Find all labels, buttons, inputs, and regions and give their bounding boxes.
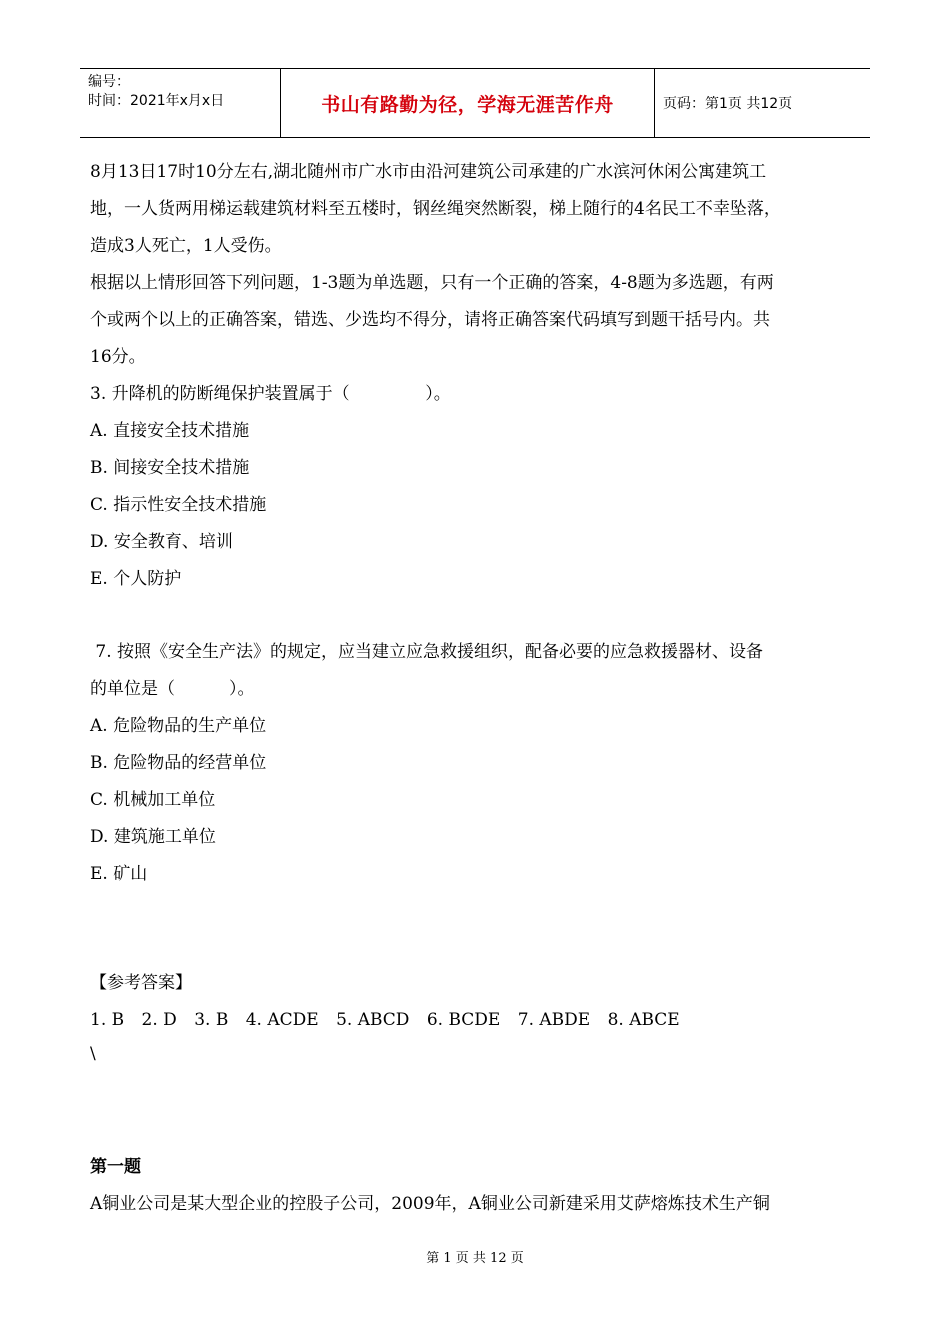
question-3-option-c: C. 指示性安全技术措施 <box>90 495 267 515</box>
page-footer: 第 1 页 共 12 页 <box>426 1251 524 1266</box>
question-7-option-b: B. 危险物品的经营单位 <box>90 753 267 773</box>
question-3-option-a: A. 直接安全技术措施 <box>90 421 250 441</box>
spacer <box>90 598 865 634</box>
question-7-option-a: A. 危险物品的生产单位 <box>90 716 267 736</box>
answer-item: 7. ABDE <box>517 1010 591 1030</box>
scenario-line: 造成3人死亡，1人受伤。 <box>90 236 282 256</box>
answers-list <box>90 1002 865 1039</box>
answer-item: 5. ABCD <box>336 1010 410 1030</box>
question-7-option-c: C. 机械加工单位 <box>90 790 216 810</box>
motto: 书山有路勤为径，学海无涯苦作舟 <box>281 69 655 137</box>
answer-item: 4. ACDE <box>245 1010 319 1030</box>
question-7-option-d: D. 建筑施工单位 <box>90 827 216 847</box>
spacer <box>90 1069 865 1149</box>
section-text: A铜业公司是某大型企业的控股子公司，2009年，A铜业公司新建采用艾萨熔炼技术生产铜 <box>90 1194 770 1214</box>
answer-item: 2. D <box>141 1010 177 1030</box>
question-7-stem: 7. 按照《安全生产法》的规定，应当建立应急救援组织，配备必要的应急救援器材、设备 <box>90 642 764 662</box>
question-7-option-e: E. 矿山 <box>90 864 148 884</box>
answer-item: 8. ABCE <box>607 1010 680 1030</box>
time-label: 时间：2021年x月x日 <box>88 93 225 109</box>
question-7-stem: 的单位是（ ）。 <box>90 679 255 699</box>
question-3-option-b: B. 间接安全技术措施 <box>90 458 250 478</box>
scenario-line: 8月13日17时10分左右,湖北随州市广水市由沿河建筑公司承建的广水滨河休闲公寓建筑工 <box>90 162 767 182</box>
answers-title: 【参考答案】 <box>90 973 192 993</box>
answer-item: 1. B <box>90 1010 125 1030</box>
instructions-line: 个或两个以上的正确答案，错选、少选均不得分，请将正确答案代码填写到题干括号内。共 <box>90 310 770 330</box>
section-title: 第一题 <box>90 1157 141 1177</box>
question-3-option-d: D. 安全教育、培训 <box>90 532 233 552</box>
answer-item: 3. B <box>194 1010 229 1030</box>
document-body <box>90 154 865 1223</box>
header-meta-cell <box>80 69 281 137</box>
scenario-line: 地，一人货两用梯运载建筑材料至五楼时，钢丝绳突然断裂，梯上随行的4名民工不幸坠落， <box>90 199 781 219</box>
instructions-line: 16分。 <box>90 347 146 367</box>
backslash-mark: \ <box>90 1044 96 1064</box>
question-3-stem: 3. 升降机的防断绳保护装置属于（ ）。 <box>90 384 451 404</box>
question-3-option-e: E. 个人防护 <box>90 569 182 589</box>
answer-item: 6. BCDE <box>426 1010 501 1030</box>
instructions-line: 根据以上情形回答下列问题，1-3题为单选题，只有一个正确的答案，4-8题为多选题，有两 <box>90 273 774 293</box>
page-info: 页码：第1页 共12页 <box>663 96 793 112</box>
spacer <box>90 893 865 965</box>
header-table <box>80 68 870 138</box>
number-label: 编号： <box>88 74 130 90</box>
